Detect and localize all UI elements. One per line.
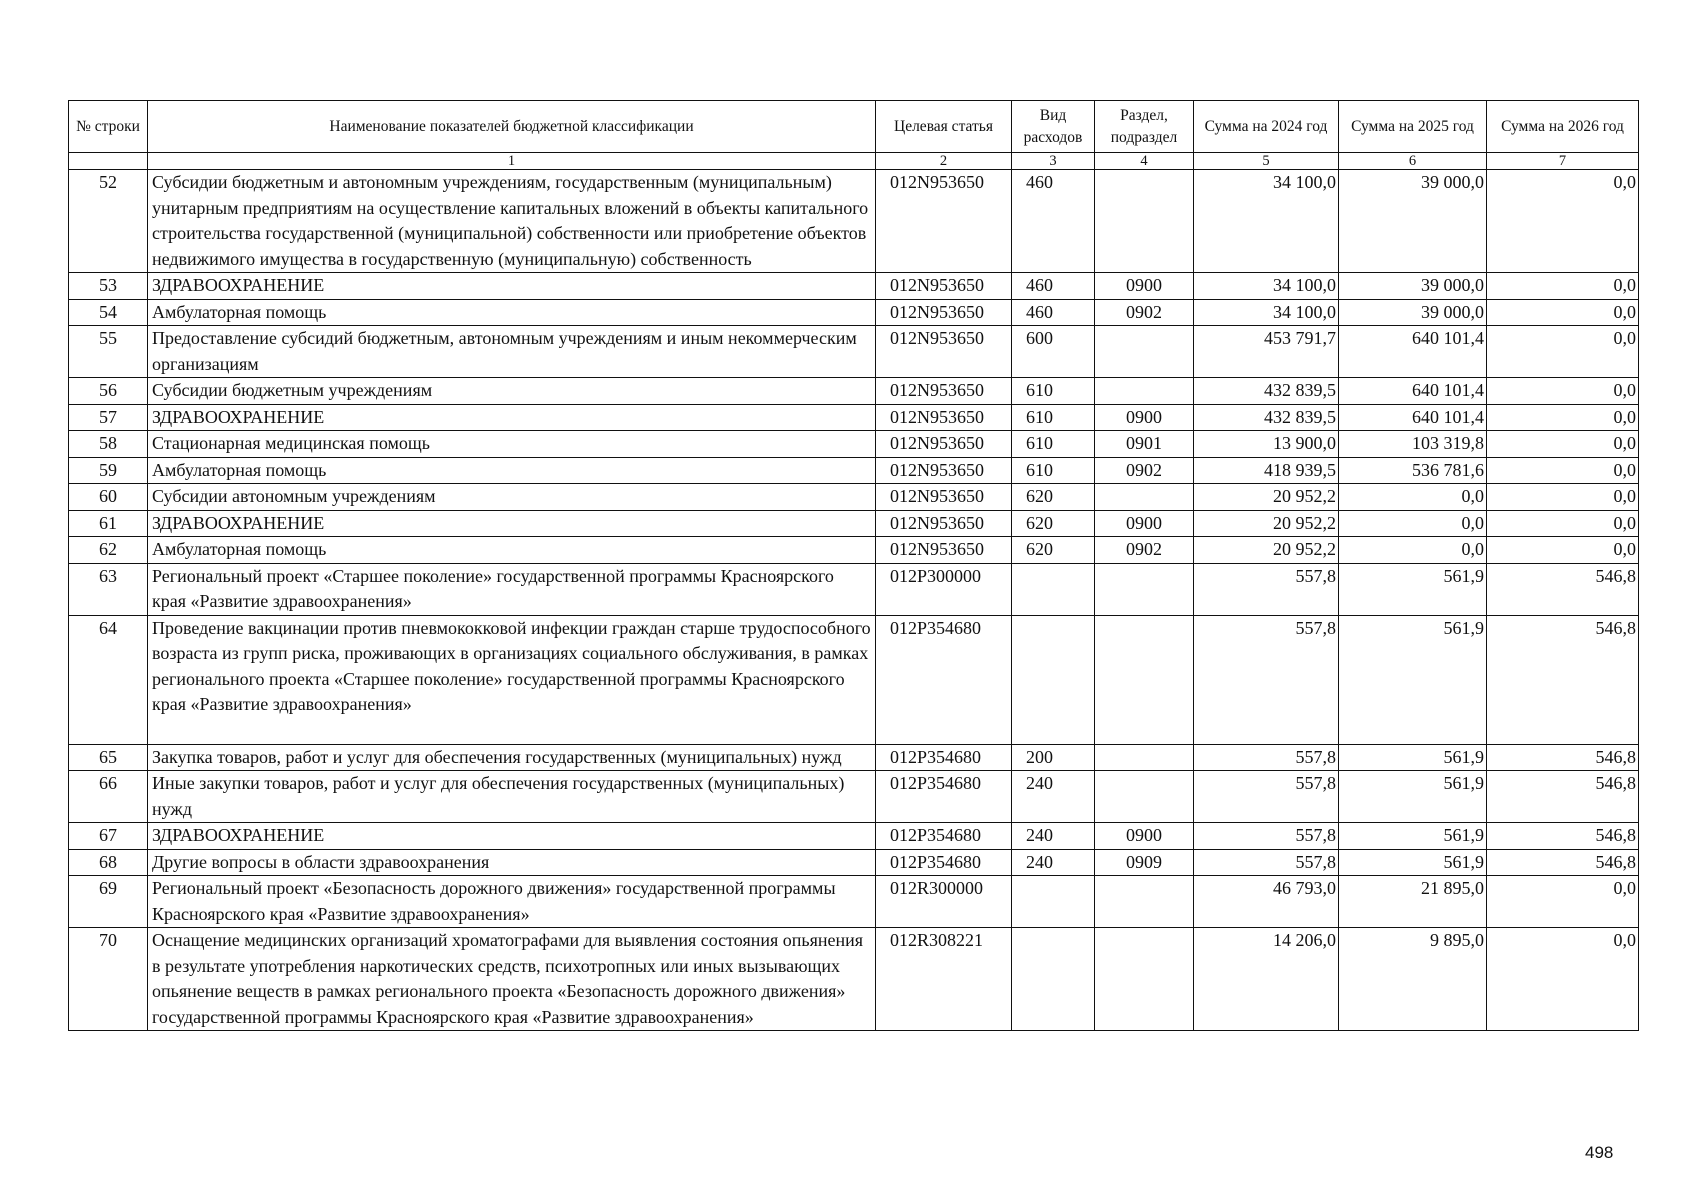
sum-2025-cell: 39 000,0 [1339,299,1487,326]
row-number-cell: 53 [69,273,148,300]
sum-2024-cell: 432 839,5 [1194,378,1339,405]
indicator-name-cell: Амбулаторная помощь [148,299,876,326]
section-cell [1095,928,1194,1031]
sum-2025-cell: 0,0 [1339,537,1487,564]
expense-type-cell: 460 [1012,299,1095,326]
target-article-cell: 012R300000 [876,876,1012,928]
sum-2024-cell: 432 839,5 [1194,404,1339,431]
section-cell [1095,326,1194,378]
target-article-cell: 012N953650 [876,299,1012,326]
sum-2024-cell: 20 952,2 [1194,537,1339,564]
column-number: 1 [148,153,876,170]
sum-2025-cell: 0,0 [1339,484,1487,511]
sum-2024-cell: 34 100,0 [1194,170,1339,273]
sum-2025-cell: 561,9 [1339,744,1487,771]
sum-2025-cell: 561,9 [1339,849,1487,876]
table-header [69,101,1639,153]
indicator-name-cell: ЗДРАВООХРАНЕНИЕ [148,510,876,537]
column-number: 7 [1487,153,1639,170]
table-row [69,823,1639,850]
table-row [69,378,1639,405]
section-cell: 0902 [1095,457,1194,484]
sum-2026-cell: 0,0 [1487,378,1639,405]
row-number-cell: 55 [69,326,148,378]
section-cell: 0900 [1095,273,1194,300]
target-article-cell: 012N953650 [876,537,1012,564]
header-sum-2026: Сумма на 2026 год [1487,101,1639,153]
expense-type-cell: 600 [1012,326,1095,378]
table-row [69,744,1639,771]
row-number-cell: 65 [69,744,148,771]
target-article-cell: 012P354680 [876,771,1012,823]
section-cell [1095,170,1194,273]
column-number: 4 [1095,153,1194,170]
target-article-cell: 012P354680 [876,823,1012,850]
sum-2025-cell: 561,9 [1339,615,1487,744]
sum-2026-cell: 0,0 [1487,928,1639,1031]
target-article-cell: 012P354680 [876,849,1012,876]
sum-2024-cell: 557,8 [1194,849,1339,876]
row-number-cell: 67 [69,823,148,850]
section-cell: 0909 [1095,849,1194,876]
sum-2025-cell: 39 000,0 [1339,273,1487,300]
table-row [69,615,1639,744]
section-cell [1095,744,1194,771]
sum-2026-cell: 0,0 [1487,876,1639,928]
header-expense-type: Вид расходов [1012,101,1095,153]
column-number: 6 [1339,153,1487,170]
expense-type-cell: 620 [1012,510,1095,537]
sum-2026-cell: 0,0 [1487,457,1639,484]
section-cell [1095,378,1194,405]
row-number-cell: 58 [69,431,148,458]
sum-2026-cell: 0,0 [1487,326,1639,378]
sum-2024-cell: 14 206,0 [1194,928,1339,1031]
sum-2024-cell: 557,8 [1194,823,1339,850]
sum-2026-cell: 0,0 [1487,484,1639,511]
target-article-cell: 012N953650 [876,510,1012,537]
indicator-name-cell: Амбулаторная помощь [148,457,876,484]
section-cell: 0900 [1095,404,1194,431]
indicator-name-cell: Амбулаторная помощь [148,537,876,564]
sum-2026-cell: 546,8 [1487,849,1639,876]
indicator-name-cell: Закупка товаров, работ и услуг для обеспечения государственных (муниципальных) нужд [148,744,876,771]
sum-2026-cell: 0,0 [1487,170,1639,273]
expense-type-cell [1012,563,1095,615]
sum-2025-cell: 39 000,0 [1339,170,1487,273]
sum-2026-cell: 0,0 [1487,404,1639,431]
row-number-cell: 69 [69,876,148,928]
column-number: 5 [1194,153,1339,170]
section-cell: 0901 [1095,431,1194,458]
target-article-cell: 012P354680 [876,615,1012,744]
expense-type-cell [1012,928,1095,1031]
indicator-name-cell: ЗДРАВООХРАНЕНИЕ [148,404,876,431]
indicator-name-cell: Региональный проект «Безопасность дорожного движения» государственной программы Красноярского края «Развитие здравоохранения» [148,876,876,928]
expense-type-cell: 240 [1012,771,1095,823]
row-number-cell: 60 [69,484,148,511]
row-number-cell: 63 [69,563,148,615]
section-cell [1095,771,1194,823]
page-number: 498 [1585,1143,1614,1162]
sum-2026-cell: 546,8 [1487,563,1639,615]
sum-2024-cell: 557,8 [1194,615,1339,744]
sum-2025-cell: 21 895,0 [1339,876,1487,928]
target-article-cell: 012N953650 [876,404,1012,431]
row-number-cell: 57 [69,404,148,431]
expense-type-cell: 620 [1012,537,1095,564]
sum-2026-cell: 0,0 [1487,431,1639,458]
target-article-cell: 012N953650 [876,170,1012,273]
indicator-name-cell: Иные закупки товаров, работ и услуг для обеспечения государственных (муниципальных) нужд [148,771,876,823]
sum-2026-cell: 546,8 [1487,744,1639,771]
section-cell: 0902 [1095,299,1194,326]
sum-2024-cell: 453 791,7 [1194,326,1339,378]
target-article-cell: 012N953650 [876,378,1012,405]
section-cell [1095,484,1194,511]
expense-type-cell: 610 [1012,431,1095,458]
indicator-name-cell: Другие вопросы в области здравоохранения [148,849,876,876]
column-number [69,153,148,170]
table-row [69,457,1639,484]
indicator-name-cell: Проведение вакцинации против пневмококковой инфекции граждан старше трудоспособного возраста из групп риска, проживающих в организациях социального обслуживания, в рамках регионального проекта «Старшее поколение» государственной программы Красноярского края «Развитие здравоохранения» [148,615,876,744]
expense-type-cell: 460 [1012,273,1095,300]
column-number: 3 [1012,153,1095,170]
table-row [69,928,1639,1031]
table-row [69,510,1639,537]
expense-type-cell: 200 [1012,744,1095,771]
expense-type-cell: 460 [1012,170,1095,273]
sum-2024-cell: 20 952,2 [1194,510,1339,537]
sum-2025-cell: 536 781,6 [1339,457,1487,484]
header-target-article: Целевая статья [876,101,1012,153]
indicator-name-cell: Региональный проект «Старшее поколение» государственной программы Красноярского края «Развитие здравоохранения» [148,563,876,615]
section-cell: 0902 [1095,537,1194,564]
table-row [69,876,1639,928]
sum-2024-cell: 557,8 [1194,563,1339,615]
section-cell [1095,876,1194,928]
sum-2026-cell: 0,0 [1487,273,1639,300]
sum-2025-cell: 561,9 [1339,823,1487,850]
expense-type-cell: 240 [1012,823,1095,850]
target-article-cell: 012P354680 [876,744,1012,771]
sum-2025-cell: 640 101,4 [1339,378,1487,405]
row-number-cell: 66 [69,771,148,823]
column-number: 2 [876,153,1012,170]
table-row [69,537,1639,564]
sum-2025-cell: 640 101,4 [1339,404,1487,431]
header-section: Раздел, подраздел [1095,101,1194,153]
sum-2025-cell: 0,0 [1339,510,1487,537]
sum-2024-cell: 13 900,0 [1194,431,1339,458]
sum-2025-cell: 561,9 [1339,563,1487,615]
indicator-name-cell: ЗДРАВООХРАНЕНИЕ [148,273,876,300]
expense-type-cell: 610 [1012,378,1095,405]
indicator-name-cell: Предоставление субсидий бюджетным, автономным учреждениям и иным некоммерческим организациям [148,326,876,378]
indicator-name-cell: Субсидии бюджетным учреждениям [148,378,876,405]
header-sum-2024: Сумма на 2024 год [1194,101,1339,153]
section-cell [1095,563,1194,615]
table-row [69,326,1639,378]
table-row [69,299,1639,326]
target-article-cell: 012P300000 [876,563,1012,615]
header-sum-2025: Сумма на 2025 год [1339,101,1487,153]
sum-2024-cell: 46 793,0 [1194,876,1339,928]
sum-2026-cell: 0,0 [1487,510,1639,537]
indicator-name-cell: Субсидии бюджетным и автономным учреждениям, государственным (муниципальным) унитарным предприятиям на осуществление капитальных вложений в объекты капитального строительства государственной (муниципальной) собственности или приобретение объектов недвижимого имущества в государственную (муниципальную) собственность [148,170,876,273]
target-article-cell: 012N953650 [876,326,1012,378]
expense-type-cell: 610 [1012,404,1095,431]
expense-type-cell: 610 [1012,457,1095,484]
indicator-name-cell: Субсидии автономным учреждениям [148,484,876,511]
target-article-cell: 012N953650 [876,484,1012,511]
row-number-cell: 54 [69,299,148,326]
row-number-cell: 68 [69,849,148,876]
sum-2026-cell: 546,8 [1487,615,1639,744]
header-row-number: № строки [69,101,148,153]
sum-2026-cell: 0,0 [1487,299,1639,326]
table-row [69,563,1639,615]
indicator-name-cell: Оснащение медицинских организаций хроматографами для выявления состояния опьянения в результате употребления наркотических средств, психотропных или иных вызывающих опьянение веществ в рамках регионального проекта «Безопасность дорожного движения» государственной программы Красноярского края «Развитие здравоохранения» [148,928,876,1031]
target-article-cell: 012R308221 [876,928,1012,1031]
target-article-cell: 012N953650 [876,273,1012,300]
row-number-cell: 62 [69,537,148,564]
expense-type-cell [1012,615,1095,744]
table-row [69,771,1639,823]
budget-table-sheet [68,100,1638,1031]
column-numbers-row [69,153,1639,170]
row-number-cell: 56 [69,378,148,405]
sum-2024-cell: 34 100,0 [1194,299,1339,326]
section-cell: 0900 [1095,510,1194,537]
sum-2024-cell: 557,8 [1194,744,1339,771]
sum-2024-cell: 20 952,2 [1194,484,1339,511]
budget-classification-table [68,100,1639,1031]
sum-2025-cell: 561,9 [1339,771,1487,823]
row-number-cell: 61 [69,510,148,537]
indicator-name-cell: ЗДРАВООХРАНЕНИЕ [148,823,876,850]
expense-type-cell: 240 [1012,849,1095,876]
sum-2025-cell: 103 319,8 [1339,431,1487,458]
table-row [69,849,1639,876]
expense-type-cell: 620 [1012,484,1095,511]
sum-2024-cell: 557,8 [1194,771,1339,823]
sum-2026-cell: 546,8 [1487,823,1639,850]
table-row [69,170,1639,273]
table-row [69,404,1639,431]
row-number-cell: 59 [69,457,148,484]
sum-2025-cell: 9 895,0 [1339,928,1487,1031]
header-name: Наименование показателей бюджетной классификации [148,101,876,153]
table-row [69,273,1639,300]
sum-2026-cell: 546,8 [1487,771,1639,823]
sum-2026-cell: 0,0 [1487,537,1639,564]
expense-type-cell [1012,876,1095,928]
target-article-cell: 012N953650 [876,431,1012,458]
section-cell: 0900 [1095,823,1194,850]
table-body [69,153,1639,1031]
sum-2025-cell: 640 101,4 [1339,326,1487,378]
row-number-cell: 70 [69,928,148,1031]
table-row [69,484,1639,511]
section-cell [1095,615,1194,744]
indicator-name-cell: Стационарная медицинская помощь [148,431,876,458]
sum-2024-cell: 418 939,5 [1194,457,1339,484]
table-row [69,431,1639,458]
row-number-cell: 52 [69,170,148,273]
sum-2024-cell: 34 100,0 [1194,273,1339,300]
target-article-cell: 012N953650 [876,457,1012,484]
row-number-cell: 64 [69,615,148,744]
